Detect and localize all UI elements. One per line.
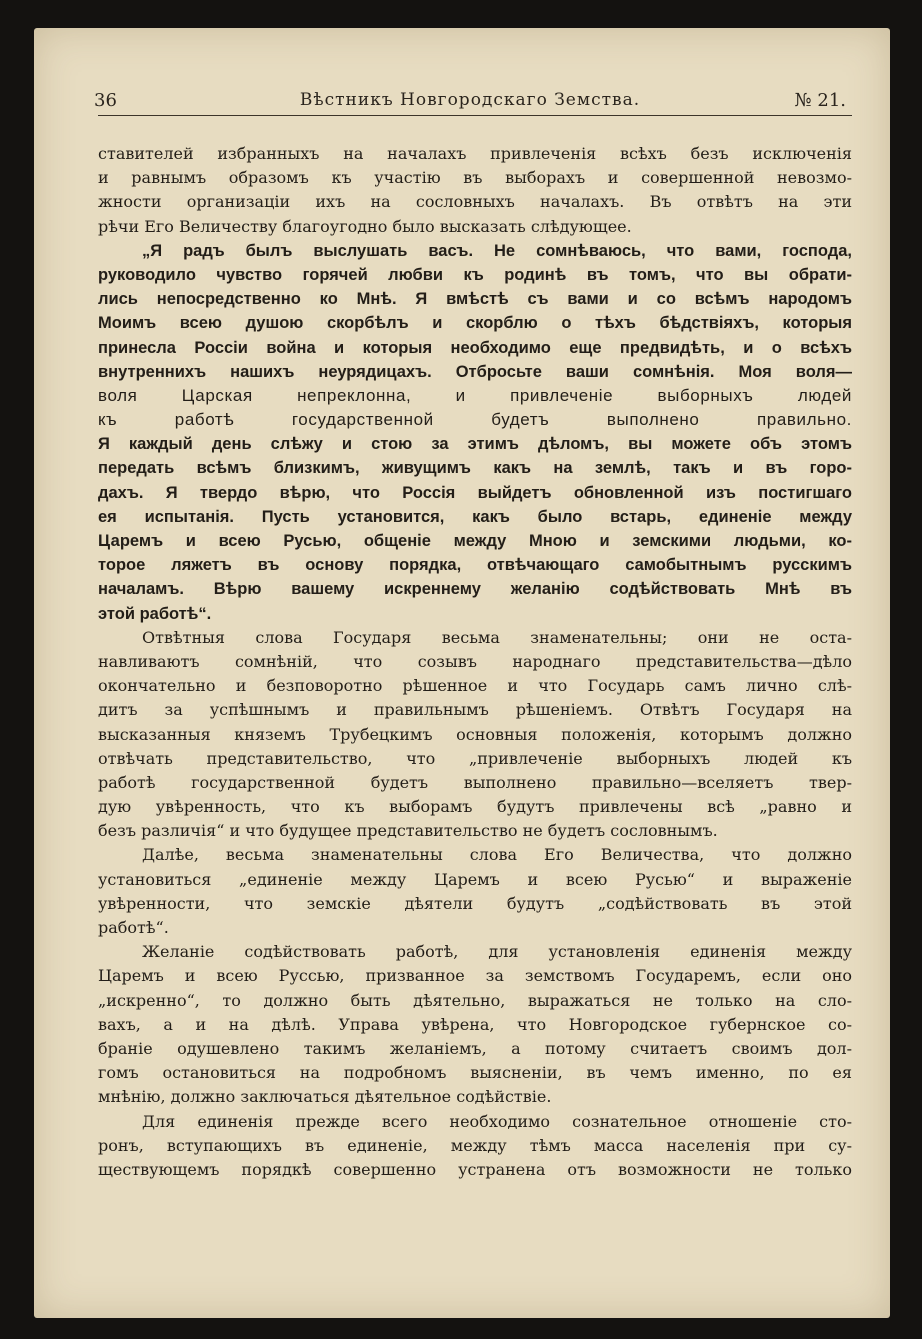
quote-line: руководило чувство горячей любви къ родинѣ въ томъ, что вы обрати- [98, 265, 852, 284]
quote-line: Я каждый день слѣжу и стою за этимъ дѣломъ, вы можете объ этомъ [98, 435, 852, 454]
issue-number: № 21. [794, 90, 846, 111]
text-line: отвѣчать представительство, что „привлеченіе выборныхъ людей къ [98, 748, 852, 768]
text-line: высказанныя княземъ Трубецкимъ основныя положенія, которымъ должно [98, 724, 852, 744]
text-line: и равнымъ образомъ къ участію въ выборахъ и совершенной невозмо- [98, 168, 852, 188]
header-rule [98, 115, 852, 116]
text-line: Для единенія прежде всего необходимо сознательное отношеніе сто- [142, 1111, 852, 1131]
quote-line: внутреннихъ нашихъ неурядицахъ. Отбросьте ваши сомнѣнія. Моя воля— [98, 362, 852, 381]
text-line: браніе одушевлено такимъ желаніемъ, а потому считаетъ своимъ дол- [98, 1038, 852, 1058]
quote-line: этой работѣ“. [98, 604, 212, 623]
text-line: установиться „единеніе между Царемъ и всею Русью“ и выраженіе [98, 869, 852, 889]
quote-line: къ работѣ государственной будетъ выполнено правильно. [98, 410, 852, 430]
text-line: дую увѣренность, что къ выборамъ будутъ привлечены всѣ „равно и [98, 797, 852, 817]
quote-line: началамъ. Вѣрю вашему искреннему желанію содѣйствовать Мнѣ въ [98, 580, 852, 599]
text-line: безъ различія“ и что будущее представительство не будетъ сословнымъ. [98, 821, 718, 841]
text-line: увѣренности, что земскіе дѣятели будутъ „содѣйствовать въ этой [98, 893, 852, 913]
text-line: мнѣнію, должно заключаться дѣятельное содѣйствіе. [98, 1087, 552, 1107]
quote-line: лись непосредственно ко Мнѣ. Я вмѣстѣ съ вами и со всѣмъ народомъ [98, 290, 852, 309]
quote-line: принесла Россіи война и которыя необходимо еще предвидѣть, и о всѣхъ [98, 338, 852, 357]
text-line: гомъ остановиться на подробномъ выясненіи, въ чемъ именно, по ея [98, 1063, 852, 1083]
page-header [94, 68, 846, 111]
text-line: Далѣе, весьма знаменательны слова Его Величества, что должно [142, 845, 852, 865]
running-title: Вѣстникъ Новгородскаго Земства. [299, 90, 641, 110]
quote-line: „Я радъ былъ выслушать васъ. Не сомнѣваюсь, что вами, господа, [142, 241, 852, 260]
text-line: окончательно и безповоротно рѣшенное и что Государь самъ лично слѣ- [98, 676, 852, 696]
text-line: рѣчи Его Величеству благоугодно было высказать слѣдующее. [98, 216, 632, 236]
quote-line: дахъ. Я твердо вѣрю, что Россія выйдетъ обновленной изъ постигшаго [98, 483, 852, 502]
text-line: „искренно“, то должно быть дѣятельно, выражаться не только на сло- [98, 990, 852, 1010]
text-line: работѣ“. [98, 918, 169, 937]
quote-line: торое ляжетъ въ основу порядка, отвѣчающаго самобытнымъ русскимъ [98, 556, 852, 575]
text-line: Желаніе содѣйствовать работѣ, для установленія единенія между [142, 942, 852, 962]
quote-line: Царемъ и всею Русью, общеніе между Мною и земскими людьми, ко- [98, 532, 852, 550]
text-line: Царемъ и всею Руссью, призванное за земствомъ Государемъ, если оно [98, 966, 852, 986]
text-line: навливаютъ сомнѣній, что созывъ народнаго представительства—дѣло [98, 651, 852, 671]
text-line: ронъ, вступающихъ въ единеніе, между тѣмъ масса населенія при су- [98, 1135, 852, 1155]
text-line: ществующемъ порядкѣ совершенно устранена отъ возможности не только [98, 1159, 852, 1179]
quote-line: ея испытанія. Пусть установится, какъ было встарь, единеніе между [98, 507, 852, 526]
text-line: дитъ за успѣшнымъ и правильнымъ рѣшеніемъ. Отвѣтъ Государя на [98, 700, 852, 720]
text-line: ставителей избранныхъ на началахъ привлеченія всѣхъ безъ исключенія [98, 144, 852, 163]
quote-line: воля Царская непреклонна, и привлеченіе выборныхъ людей [98, 385, 852, 405]
text-line: вахъ, а и на дѣлѣ. Управа увѣрена, что Новгородское губернское со- [98, 1014, 852, 1034]
quote-line: передать всѣмъ близкимъ, живущимъ какъ на землѣ, такъ и въ горо- [98, 459, 852, 478]
text-line: работѣ государственной будетъ выполнено правильно—вселяетъ твер- [98, 772, 852, 792]
page-number: 36 [94, 90, 117, 111]
body-text [98, 142, 852, 1182]
quote-line: Моимъ всею душою скорбѣлъ и скорблю о тѣхъ бѣдствіяхъ, которыя [98, 314, 852, 333]
text-line: Отвѣтныя слова Государя весьма знаменательны; они не оста- [142, 627, 852, 647]
text-line: жности организаціи ихъ на сословныхъ началахъ. Въ отвѣтъ на эти [98, 192, 852, 212]
